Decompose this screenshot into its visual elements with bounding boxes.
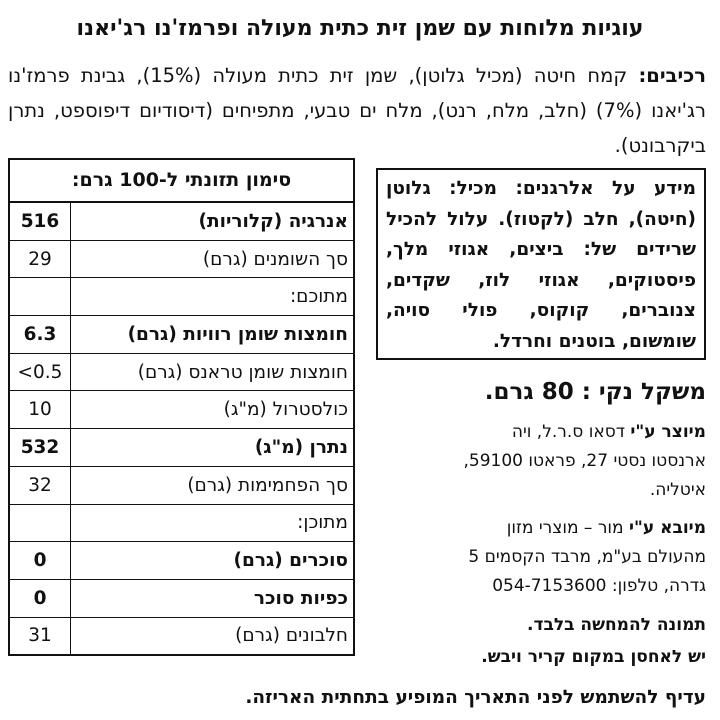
- nutrition-row: [10, 316, 353, 354]
- nutrient-name: מתוכם:: [71, 278, 354, 316]
- nutrition-row: [10, 240, 353, 278]
- importer-line1: מור – מוצרי מזון: [506, 518, 629, 538]
- nutrient-name: סוכרים (גרם): [71, 542, 354, 580]
- manufacturer-label: מיוצר ע"י: [630, 422, 706, 442]
- nutrient-value: 516: [10, 203, 71, 240]
- nutrient-value: 29: [10, 240, 71, 278]
- nutrient-value: 6.3: [10, 316, 71, 354]
- nutrition-row: [10, 542, 353, 580]
- nutrient-value: 32: [10, 466, 71, 504]
- nutrient-name: חומצות שומן טראנס (גרם): [71, 353, 354, 391]
- nutrition-row: [10, 278, 353, 316]
- nutrient-value: 0: [10, 579, 71, 617]
- nutrient-value: 0: [10, 542, 71, 580]
- nutrition-row: [10, 617, 353, 654]
- best-before-note: עדיף להשתמש לפני התאריך המופיע בתחתית האריזה.: [245, 687, 706, 708]
- net-weight: משקל נקי : 80 גרם.: [484, 379, 706, 405]
- nutrient-name: נתרן (מ"ג): [71, 429, 354, 467]
- ingredients-label: רכיבים:: [638, 64, 706, 87]
- nutrient-value: <0.5: [10, 353, 71, 391]
- product-title: עוגיות מלוחות עם שמן זית כתית מעולה ופרמז'נו רג'יאנו: [76, 16, 644, 41]
- nutrition-header: סימון תזונתי ל-100 גרם:: [10, 160, 353, 203]
- nutrient-value: [10, 504, 71, 542]
- nutrient-name: חלבונים (גרם): [235, 625, 348, 647]
- importer-label: מיובא ע"י: [629, 518, 706, 538]
- nutrient-name: סך הפחמימות (גרם): [71, 466, 354, 504]
- nutrient-value: 532: [10, 429, 71, 467]
- manufacturer-line3: איטליה.: [649, 480, 706, 500]
- nutrient-value: 31: [10, 617, 71, 654]
- nutrition-row: [10, 429, 353, 467]
- manufacturer-line1: דסאו ס.ר.ל, ויה: [511, 422, 631, 442]
- nutrition-row: [10, 203, 353, 240]
- nutrient-value: 10: [10, 391, 71, 429]
- nutrition-row: [10, 466, 353, 504]
- ingredients-text: קמח חיטה (מכיל גלוטן), שמן זית כתית מעולה (15%), גבינת פרמז'נו רג'יאנו (7%) (חלב, מלח, רנט), מלח ים טבעי, מתפיחים (דיסודיום דיפוספט, נתרן ביקרבונט).: [8, 64, 706, 157]
- nutrition-row: [10, 579, 353, 617]
- nutrition-row: [10, 353, 353, 391]
- importer-line3: גדרה, טלפון: 054-7153600: [492, 576, 706, 596]
- storage-instructions: יש לאחסן במקום קריר ויבש.: [481, 647, 706, 667]
- allergen-box: מידע על אלרגנים: מכיל: גלוטן (חיטה), חלב (לקטוז). עלול להכיל שרידים של: ביצים, אגוזי מלך, פיסטוקים, אגוזי לוז, שקדים, צנוברים, קוקוס, פולי סויה, שומשום, בוטנים וחרדל.: [376, 168, 706, 360]
- importer-info: [376, 514, 706, 601]
- image-disclaimer: תמונה להמחשה בלבד.: [527, 615, 706, 635]
- nutrient-name: אנרגיה (קלוריות): [71, 203, 354, 240]
- nutrient-value: [10, 278, 71, 316]
- manufacturer-line2: ארנסטו נסטי 27, פראטו 59100,: [463, 451, 706, 471]
- nutrient-name: כולסטרול (מ"ג): [71, 391, 354, 429]
- nutrient-name: חומצות שומן רוויות (גרם): [71, 316, 354, 354]
- nutrition-table: [8, 158, 355, 656]
- nutrient-name: סך השומנים (גרם): [71, 240, 354, 278]
- nutrient-name: מתוכן:: [71, 504, 354, 542]
- nutrient-name: כפיות סוכר: [71, 579, 354, 617]
- nutrition-row: [10, 391, 353, 429]
- manufacturer-info: [376, 418, 706, 505]
- ingredients-paragraph: [8, 58, 706, 163]
- importer-line2: מהעולם בע"מ, מרבד הקסמים 5: [468, 547, 706, 567]
- nutrition-rows: [10, 203, 353, 654]
- nutrition-row: [10, 504, 353, 542]
